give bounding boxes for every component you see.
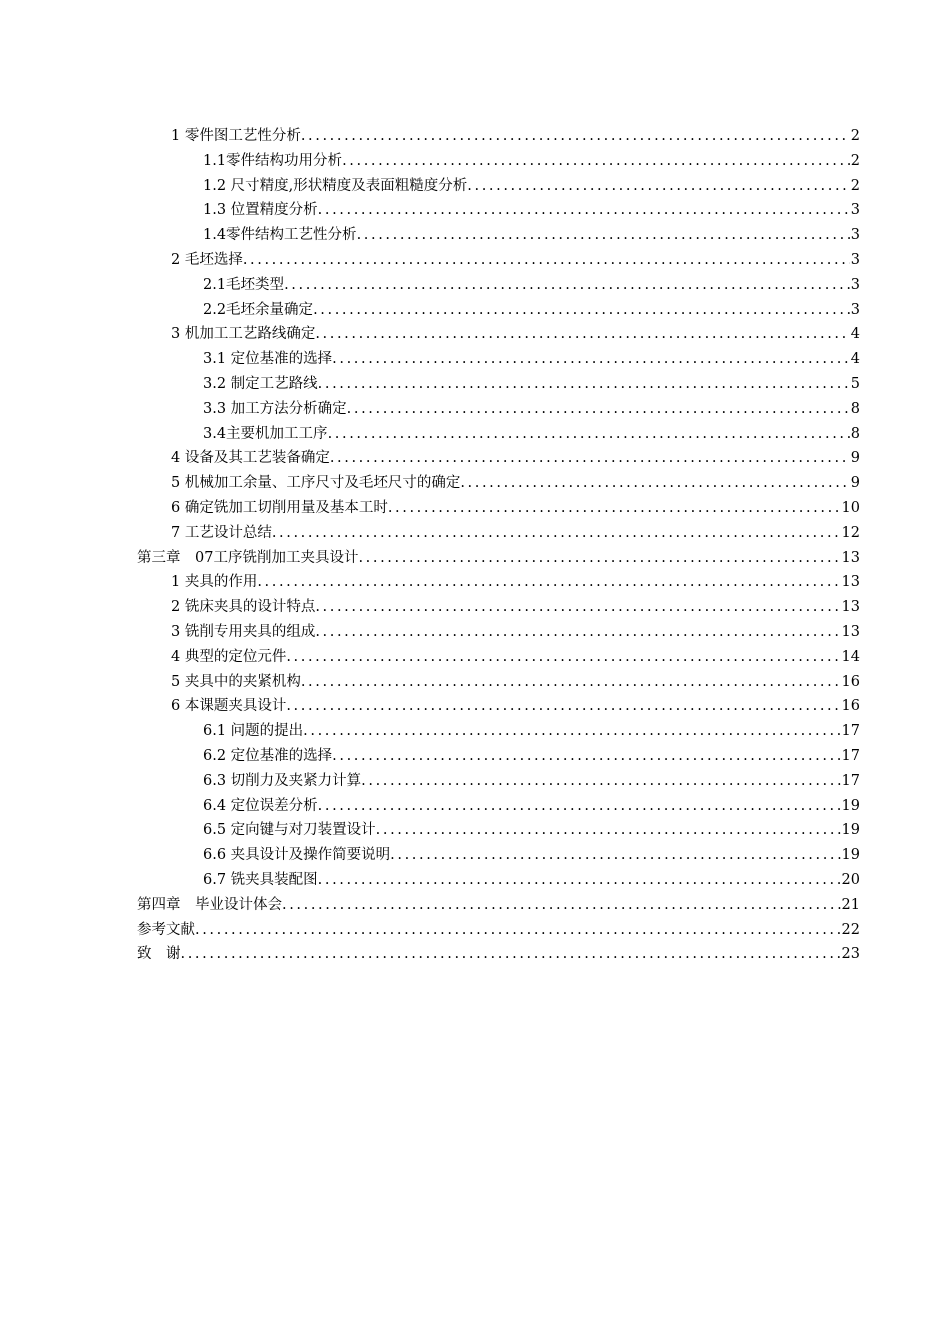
toc-entry-title: 4 设备及其工艺装备确定: [171, 450, 330, 467]
toc-entry[interactable]: [137, 570, 860, 595]
toc-entry-page-number: 13: [841, 599, 860, 616]
toc-entry-page-number: 2: [850, 177, 860, 194]
toc-entry[interactable]: [137, 223, 860, 248]
toc-entry[interactable]: [137, 248, 860, 273]
toc-entry-title: 3.1 定位基准的选择: [203, 351, 333, 368]
toc-entry-page-number: 8: [850, 400, 860, 417]
toc-entry-title: 6.5 定向键与对刀装置设计: [203, 822, 376, 839]
toc-entry-title: 6 本课题夹具设计: [171, 698, 287, 715]
toc-entry-title: 6.6 夹具设计及操作简要说明: [203, 847, 391, 864]
toc-entry[interactable]: [137, 843, 860, 868]
toc-entry-title: 第三章 07工序铣削加工夹具设计: [137, 549, 359, 566]
toc-entry-page-number: 10: [841, 499, 860, 516]
toc-entry-page-number: 17: [841, 772, 860, 789]
toc-entry-title: 6.3 切削力及夹紧力计算: [203, 772, 362, 789]
toc-entry-title: 参考文献: [137, 921, 195, 938]
toc-entry[interactable]: [137, 521, 860, 546]
toc-dot-leader: [303, 719, 840, 744]
toc-entry-page-number: 16: [841, 673, 860, 690]
toc-dot-leader: [243, 248, 850, 273]
toc-dot-leader: [272, 521, 841, 546]
toc-entry[interactable]: [137, 744, 860, 769]
toc-entry-page-number: 9: [850, 475, 860, 492]
toc-entry-page-number: 19: [841, 822, 860, 839]
toc-entry[interactable]: [137, 496, 860, 521]
toc-entry-page-number: 19: [841, 797, 860, 814]
toc-entry-title: 6.7 铣夹具装配图: [203, 871, 318, 888]
toc-entry-title: 3.4主要机加工工序: [203, 425, 328, 442]
toc-entry-page-number: 14: [841, 648, 860, 665]
toc-entry[interactable]: [137, 298, 860, 323]
toc-entry-title: 1.1零件结构功用分析: [203, 152, 343, 169]
toc-entry-page-number: 17: [841, 747, 860, 764]
toc-entry-page-number: 13: [841, 549, 860, 566]
toc-dot-leader: [313, 298, 850, 323]
toc-entry-page-number: 5: [850, 375, 860, 392]
toc-entry-page-number: 2: [850, 128, 860, 144]
toc-entry[interactable]: [137, 620, 860, 645]
toc-dot-leader: [318, 198, 850, 223]
toc-dot-leader: [301, 124, 850, 149]
toc-entry-page-number: 8: [850, 425, 860, 442]
toc-entry[interactable]: [137, 868, 860, 893]
toc-entry[interactable]: [137, 198, 860, 223]
toc-dot-leader: [181, 942, 841, 967]
toc-entry-page-number: 3: [850, 227, 860, 244]
toc-entry-title: 6.1 问题的提出: [203, 723, 304, 740]
toc-entry-title: 1.3 位置精度分析: [203, 202, 318, 219]
toc-entry[interactable]: [137, 670, 860, 695]
toc-entry-page-number: 2: [850, 152, 860, 169]
toc-dot-leader: [376, 818, 841, 843]
toc-dot-leader: [347, 397, 850, 422]
toc-dot-leader: [342, 149, 850, 174]
toc-entry-title: 4 典型的定位元件: [171, 648, 287, 665]
toc-dot-leader: [315, 620, 840, 645]
toc-entry[interactable]: [137, 719, 860, 744]
toc-entry[interactable]: [137, 794, 860, 819]
table-of-contents: [137, 124, 860, 967]
toc-dot-leader: [332, 347, 850, 372]
toc-dot-leader: [286, 645, 840, 670]
toc-entry-page-number: 13: [841, 574, 860, 591]
toc-entry-title: 3.2 制定工艺路线: [203, 375, 318, 392]
toc-entry-title: 5 夹具中的夹紧机构: [171, 673, 301, 690]
toc-entry[interactable]: [137, 446, 860, 471]
toc-entry[interactable]: [137, 422, 860, 447]
toc-dot-leader: [301, 670, 841, 695]
toc-entry-title: 2.1毛坯类型: [203, 276, 285, 293]
toc-entry[interactable]: [137, 595, 860, 620]
toc-entry-page-number: 12: [841, 524, 860, 541]
toc-entry[interactable]: [137, 347, 860, 372]
toc-entry[interactable]: [137, 893, 860, 918]
toc-entry[interactable]: [137, 124, 860, 149]
toc-entry-title: 1.4零件结构工艺性分析: [203, 227, 357, 244]
toc-dot-leader: [361, 769, 840, 794]
toc-dot-leader: [318, 868, 841, 893]
toc-dot-leader: [286, 694, 840, 719]
toc-dot-leader: [328, 422, 850, 447]
toc-entry-page-number: 3: [850, 276, 860, 293]
toc-entry[interactable]: [137, 322, 860, 347]
toc-entry-title: 1 夹具的作用: [171, 574, 258, 591]
toc-entry-title: 6.4 定位误差分析: [203, 797, 318, 814]
toc-dot-leader: [195, 918, 841, 943]
toc-entry-page-number: 22: [841, 921, 860, 938]
toc-entry-title: 2.2毛坯余量确定: [203, 301, 314, 318]
toc-entry-title: 3.3 加工方法分析确定: [203, 400, 347, 417]
toc-dot-leader: [332, 744, 840, 769]
toc-entry[interactable]: [137, 273, 860, 298]
toc-entry[interactable]: [137, 546, 860, 571]
toc-entry-page-number: 23: [841, 946, 860, 963]
toc-entry-page-number: 4: [850, 326, 860, 343]
toc-entry-title: 致 谢: [137, 946, 181, 963]
toc-entry[interactable]: [137, 372, 860, 397]
toc-entry[interactable]: [137, 942, 860, 967]
toc-dot-leader: [257, 570, 840, 595]
toc-entry-page-number: 4: [850, 351, 860, 368]
toc-dot-leader: [388, 496, 841, 521]
toc-entry-page-number: 20: [841, 871, 860, 888]
toc-entry[interactable]: [137, 645, 860, 670]
toc-entry[interactable]: [137, 471, 860, 496]
toc-entry-title: 3 机加工工艺路线确定: [171, 326, 316, 343]
toc-entry-title: 7 工艺设计总结: [171, 524, 272, 541]
toc-entry[interactable]: [137, 818, 860, 843]
toc-entry-title: 2 铣床夹具的设计特点: [171, 599, 316, 616]
toc-entry-page-number: 9: [850, 450, 860, 467]
toc-dot-leader: [318, 794, 841, 819]
toc-entry[interactable]: [137, 149, 860, 174]
toc-entry-title: 6.2 定位基准的选择: [203, 747, 333, 764]
toc-entry-page-number: 19: [841, 847, 860, 864]
toc-entry-page-number: 13: [841, 623, 860, 640]
toc-entry-title: 3 铣削专用夹具的组成: [171, 623, 316, 640]
toc-entry[interactable]: [137, 769, 860, 794]
toc-entry[interactable]: [137, 694, 860, 719]
toc-dot-leader: [358, 546, 840, 571]
toc-entry-title: 6 确定铣加工切削用量及基本工时: [171, 499, 388, 516]
toc-entry-title: 2 毛坯选择: [171, 251, 243, 268]
toc-dot-leader: [357, 223, 850, 248]
toc-dot-leader: [467, 174, 849, 199]
toc-entry-title: 1.2 尺寸精度,形状精度及表面粗糙度分析: [203, 177, 468, 194]
toc-entry-page-number: 16: [841, 698, 860, 715]
toc-dot-leader: [460, 471, 849, 496]
toc-dot-leader: [282, 893, 841, 918]
toc-dot-leader: [284, 273, 850, 298]
toc-entry-title: 1 零件图工艺性分析: [171, 128, 301, 144]
toc-entry[interactable]: [137, 174, 860, 199]
toc-entry-page-number: 3: [850, 301, 860, 318]
toc-dot-leader: [330, 446, 850, 471]
toc-dot-leader: [315, 595, 840, 620]
toc-dot-leader: [318, 372, 850, 397]
toc-entry[interactable]: [137, 397, 860, 422]
toc-dot-leader: [315, 322, 849, 347]
toc-entry-page-number: 3: [850, 251, 860, 268]
toc-entry-title: 5 机械加工余量、工序尺寸及毛坯尺寸的确定: [171, 475, 461, 492]
toc-entry-page-number: 3: [850, 202, 860, 219]
toc-entry[interactable]: [137, 918, 860, 943]
toc-dot-leader: [390, 843, 840, 868]
toc-entry-page-number: 21: [841, 896, 860, 913]
toc-entry-title: 第四章 毕业设计体会: [137, 896, 282, 913]
toc-entry-page-number: 17: [841, 723, 860, 740]
